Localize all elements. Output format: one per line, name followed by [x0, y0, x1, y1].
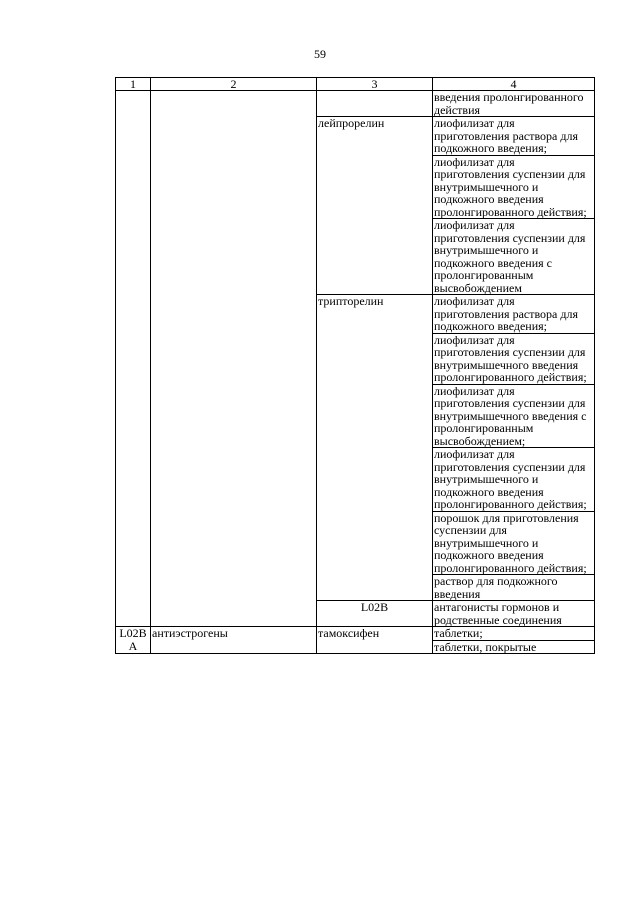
table-header-row	[116, 78, 595, 91]
atc-code-cell: L02B А	[116, 627, 151, 654]
form-cell: лиофилизат для приготовления суспензии для внутримышечного и подкожного введения пролонгированного действия;	[433, 155, 595, 219]
form-cell: лиофилизат для приготовления суспензии для внутримышечного введения пролонгированного действия;	[433, 333, 595, 384]
table-row	[116, 91, 595, 117]
header-col-2: 2	[151, 78, 317, 91]
form-cell: порошок для приготовления суспензии для внутримышечного и подкожного введения пролонгированного действия;	[433, 511, 595, 575]
table-row	[116, 627, 595, 641]
drug-table	[115, 77, 595, 654]
group-name-cell: антагонисты гормонов и родственные соединения	[433, 601, 595, 627]
form-cell: лиофилизат для приготовления суспензии для внутримышечного введения с пролонгированным высвобождением;	[433, 384, 595, 448]
form-cell: таблетки, покрытые	[433, 640, 595, 654]
header-col-3: 3	[317, 78, 433, 91]
form-cell: введения пролонгированного действия	[433, 91, 595, 117]
code-cell-empty	[116, 91, 151, 627]
form-cell: лиофилизат для приготовления раствора для подкожного введения;	[433, 295, 595, 334]
group-name-cell: антиэстрогены	[151, 627, 317, 654]
form-cell: лиофилизат для приготовления суспензии для внутримышечного и подкожного введения с пролонгированным высвобождением	[433, 219, 595, 295]
group-cell-empty	[151, 91, 317, 627]
drug-name-cell: трипторелин	[317, 295, 433, 601]
drug-name-cell: тамоксифен	[317, 627, 433, 654]
drug-name-cell: лейпрорелин	[317, 117, 433, 295]
page-number: 59	[314, 47, 326, 61]
form-cell: раствор для подкожного введения	[433, 575, 595, 601]
form-cell: лиофилизат для приготовления суспензии для внутримышечного и подкожного введения пролонгированного действия;	[433, 448, 595, 512]
form-cell: таблетки;	[433, 627, 595, 641]
atc-code-cell: L02B	[317, 601, 433, 627]
form-cell: лиофилизат для приготовления раствора для подкожного введения;	[433, 117, 595, 156]
header-col-1: 1	[116, 78, 151, 91]
header-col-4: 4	[433, 78, 595, 91]
drug-cell-empty	[317, 91, 433, 117]
